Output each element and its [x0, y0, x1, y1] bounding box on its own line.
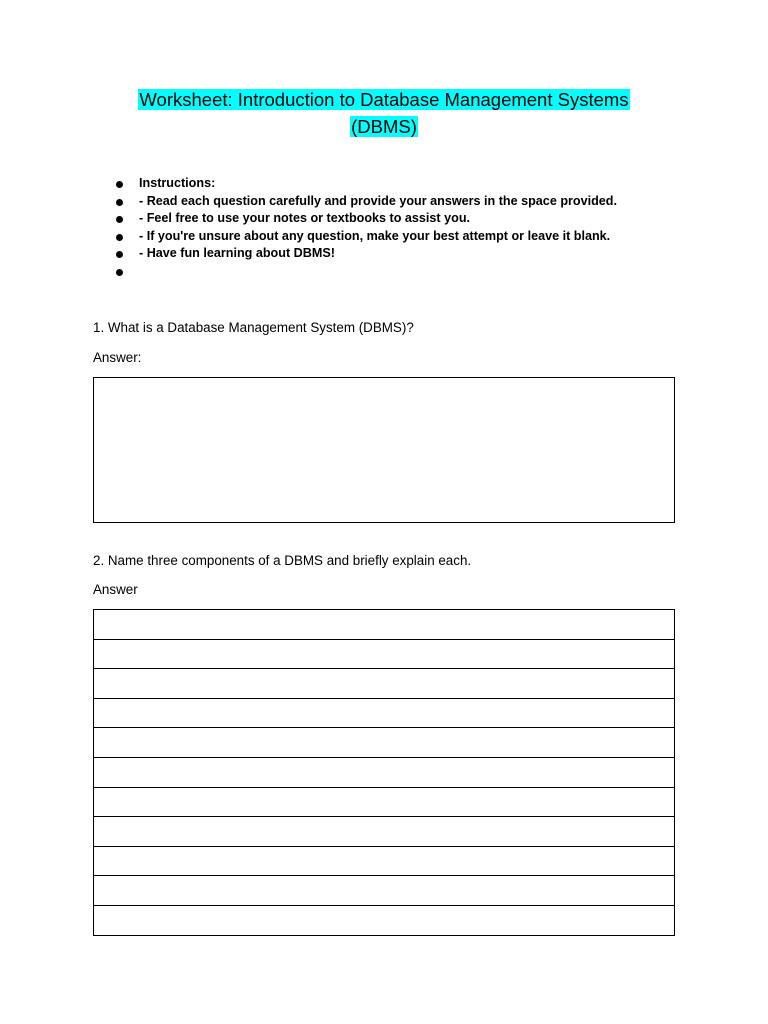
answer-line[interactable]: [94, 669, 675, 699]
bullet-icon: [116, 199, 123, 206]
list-item: [113, 193, 617, 211]
answer-line[interactable]: [94, 728, 675, 758]
question-1-text: 1. What is a Database Management System (DBMS)?: [93, 320, 414, 335]
instruction-text: - Read each question carefully and provide your answers in the space provided.: [139, 193, 617, 208]
table-row: [94, 698, 675, 728]
question-1-answer-label: Answer:: [93, 350, 142, 365]
bullet-icon: [116, 251, 123, 258]
list-item: [113, 228, 617, 246]
answer-line[interactable]: [94, 846, 675, 876]
table-row: [94, 728, 675, 758]
answer-line[interactable]: [94, 905, 675, 935]
bullet-icon: [116, 216, 123, 223]
question-2-text: 2. Name three components of a DBMS and briefly explain each.: [93, 553, 472, 568]
bullet-icon: [116, 234, 123, 241]
list-item: [113, 263, 617, 281]
list-item: [113, 245, 617, 263]
table-row: [94, 876, 675, 906]
table-row: [94, 669, 675, 699]
instruction-text: - Have fun learning about DBMS!: [139, 246, 335, 261]
page-title: [93, 86, 675, 140]
table-row: [94, 787, 675, 817]
bullet-icon: [116, 269, 123, 276]
question-1-answer-box[interactable]: [93, 377, 675, 523]
answer-line[interactable]: [94, 698, 675, 728]
title-line-2: (DBMS): [351, 116, 417, 137]
table-row: [94, 817, 675, 847]
answer-line[interactable]: [94, 639, 675, 669]
question-2-answer-lines: [93, 609, 675, 936]
list-item: [113, 210, 617, 228]
bullet-icon: [116, 181, 123, 188]
answer-line[interactable]: [94, 610, 675, 640]
list-item: [113, 175, 617, 193]
instructions-list: [113, 175, 617, 281]
table-row: [94, 846, 675, 876]
answer-line[interactable]: [94, 787, 675, 817]
instruction-text: Instructions:: [139, 176, 216, 190]
instruction-text: - Feel free to use your notes or textbooks to assist you.: [139, 211, 471, 226]
table-row: [94, 905, 675, 935]
answer-line[interactable]: [94, 757, 675, 787]
answer-line[interactable]: [94, 876, 675, 906]
answer-line[interactable]: [94, 817, 675, 847]
table-row: [94, 757, 675, 787]
table-row: [94, 639, 675, 669]
title-line-1: Worksheet: Introduction to Database Management Systems: [139, 89, 629, 110]
table-row: [94, 610, 675, 640]
question-2-answer-label: Answer: [93, 582, 138, 597]
instruction-text: - If you're unsure about any question, make your best attempt or leave it blank.: [139, 228, 611, 243]
